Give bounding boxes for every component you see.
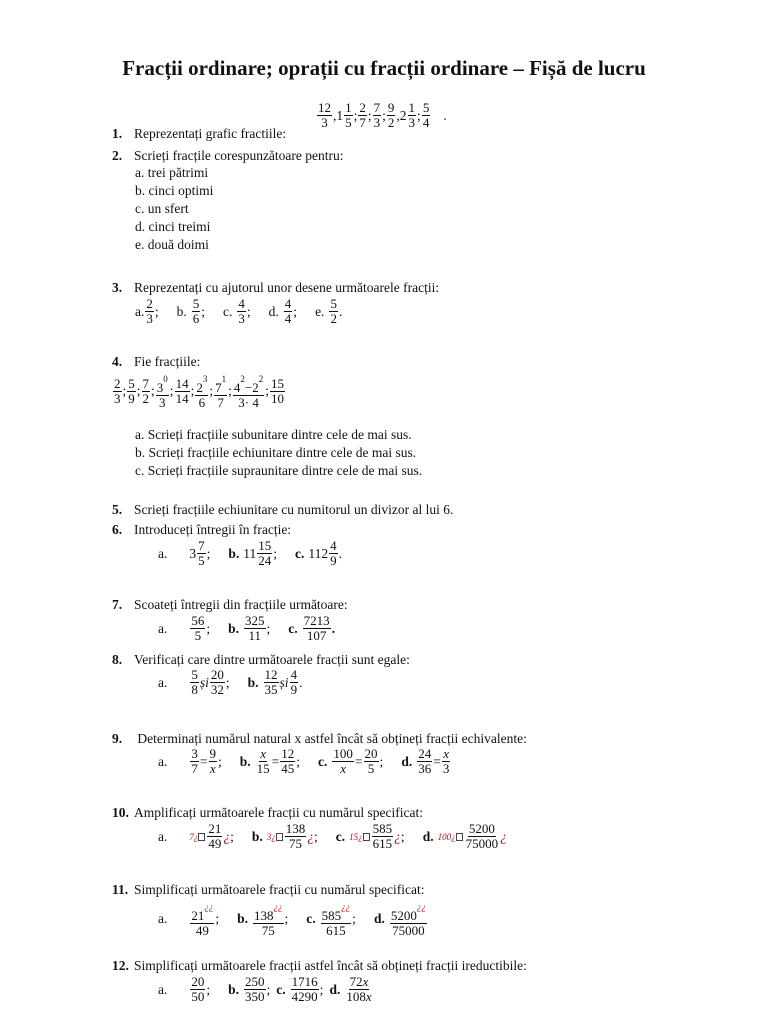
question-4: 4. Fie fracțiile: [112, 354, 201, 369]
q1-fractions: $\frac{12}{3}$ , 1 $\frac{1}{5}$ ; $\frac{2}{7}$ ; $\frac{7}{3}$ ; $\frac{9}{2}$ , 2 $\frac{1}{3}$ ; $\frac{5}{4}$ . [318, 100, 447, 130]
question-8: 8. Verificați care dintre următoarele fracții sunt egale: [112, 652, 410, 667]
q3-fractions: a. $\frac{2}{3}$ ; b. $\frac{5}{6}$ ; c. $\frac{4}{3}$ ; d. $\frac{4}{4}$ ; e. $\frac{5}{2}$ . [135, 296, 343, 326]
q12-fractions: a. $\frac{20}{50}$ ; b. $\frac{250}{350}$ ; c. $\frac{1716}{4290}$ ; d. $\frac{72x}{108x}$ [158, 974, 372, 1004]
question-3: 3. Reprezentați cu ajutorul unor desene următoarele fracții: [112, 280, 440, 295]
question-10: 10. Amplificați următoarele fracții cu numărul specificat: [112, 805, 423, 820]
q6-fractions: a. 3 $\frac{7}{5}$ ; b. 11 $\frac{15}{24}$ ; c. 112 $\frac{4}{9}$ . [158, 538, 343, 568]
question-5: 5. Scrieți fracțiile echiunitare cu numitorul un divizor al lui 6. [112, 502, 454, 517]
question-1: 1. Reprezentați grafic fractiile: [112, 126, 287, 141]
question-12: 12. Simplificați următoarele fracții astfel încât să obțineți fracții ireductibile: [112, 958, 527, 973]
q10-fractions: a. 7¿ $\frac{21}{49}$ ¿ ; b. 3¿ $\frac{138}{75}$ ¿ ; c. 15¿ $\frac{585}{615}$ ¿ ; d. 100¿ $\frac{5200}{75000}$ ¿ [158, 821, 507, 851]
q11-fractions: a. $\frac{21^{¿¿}}{49}$ ; b. $\frac{138^{¿¿}}{75}$ ; c. $\frac{585^{¿¿}}{615}$ ; d. $\frac{5200^{¿¿}}{75000}$ [158, 902, 426, 938]
q4-items: a. Scrieți fracțiile subunitare dintre cele de mai sus. b. Scrieți fracțiile echiunitare dintre cele de mai sus. c. Scrieți fracțiile supraunitare dintre cele de mai sus. [135, 427, 423, 478]
page-title: Fracții ordinare; oprații cu fracții ordinare – Fișă de lucru [122, 56, 646, 80]
q8-fractions: a. $\frac{5}{8}$ și $\frac{20}{32}$ ; b. $\frac{12}{35}$ și $\frac{4}{9}$ . [158, 667, 303, 697]
q7-fractions: a. $\frac{56}{5}$ ; b. $\frac{325}{11}$ ; c. $\frac{7213}{107}$ . [158, 613, 336, 643]
question-7: 7. Scoateți întregii din fracțiile următoare: [112, 597, 348, 612]
question-9: 9. Determinați numărul natural x astfel încât să obțineți fracții echivalente: [112, 731, 527, 746]
question-2: 2. Scrieți fracțile corespunzătoare pentru: [112, 148, 344, 163]
q4-fractions: $\frac{2}{3}$ ; $\frac{5}{9}$ ; $\frac{7}{2}$ ; $\frac{3^0}{3}$ ; $\frac{14}{14}$ ; $\frac{2^3}{6}$ ; $\frac{7^1}{7}$ ; $\frac{4^2-2^2}{3\cdot 4}$ ; $\frac{15}{10}$ [114, 374, 284, 410]
question-6: 6. Introduceți întregii în fracție: [112, 522, 292, 537]
question-11: 11. Simplificați următoarele fracții cu numărul specificat: [112, 882, 425, 897]
q2-items: a. trei pătrimi b. cinci optimi c. un sfert d. cinci treimi e. două doimi [135, 165, 214, 252]
q9-fractions: a. $\frac{3}{7}$ = $\frac{9}{x}$ ; b. $\frac{x}{15}$ = $\frac{12}{45}$ ; c. $\frac{100}{x}$ = $\frac{20}{5}$ ; d. $\frac{24}{36}$ = $\frac{x}{3}$ [158, 746, 450, 776]
